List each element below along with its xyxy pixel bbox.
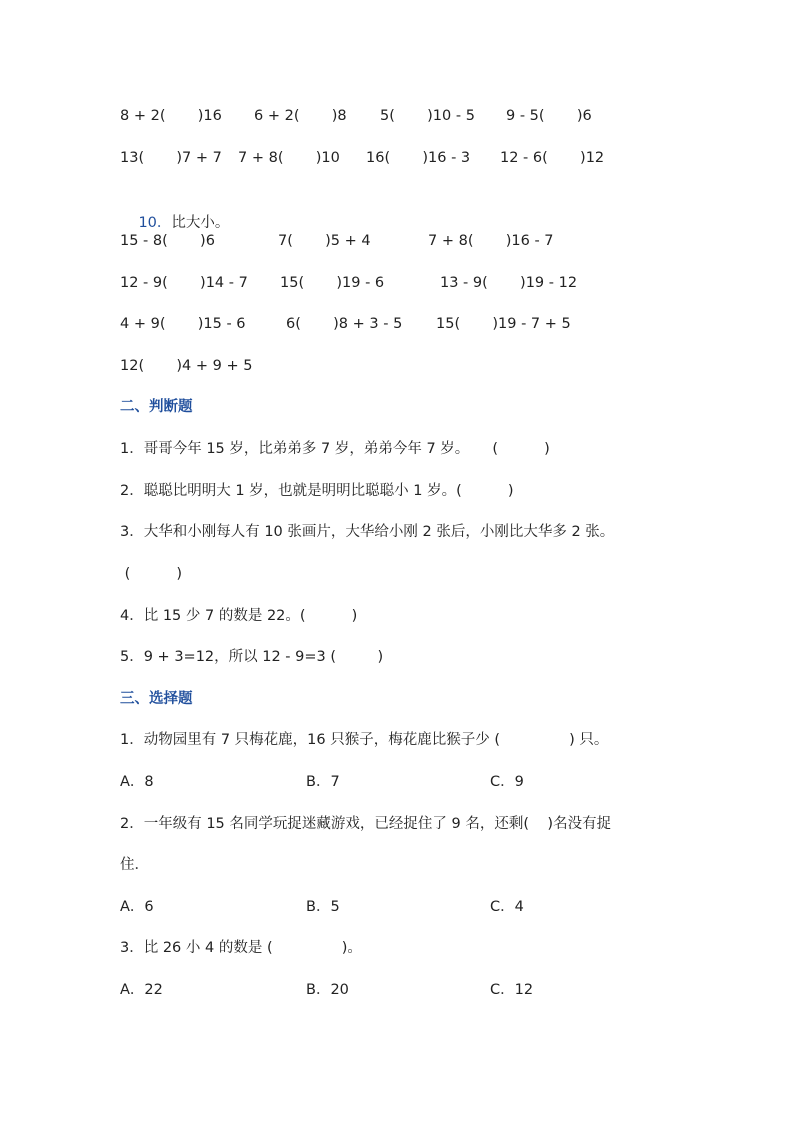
tf-item-1: 1．哥哥今年 15 岁，比弟弟多 7 岁，弟弟今年 7 岁。 ( ) — [120, 441, 550, 457]
tf-item-2: 2．聪聪比明明大 1 岁，也就是明明比聪聪小 1 岁。( ) — [120, 483, 514, 499]
tf-item-5: 5．9 + 3=12，所以 12 - 9=3 ( ) — [120, 649, 384, 665]
compare-item: 7 + 8( )10 — [238, 150, 340, 166]
option-a: A．6 — [120, 899, 154, 915]
mc-question-2-cont: 住． — [120, 857, 149, 873]
compare-item: 9 - 5( )6 — [506, 108, 592, 124]
compare-item: 7 + 8( )16 - 7 — [428, 233, 554, 249]
compare-item: 8 + 2( )16 — [120, 108, 222, 124]
compare-item: 6 + 2( )8 — [254, 108, 347, 124]
option-b: B．5 — [306, 899, 340, 915]
compare-item: 12( )4 + 9 + 5 — [120, 358, 253, 374]
tf-item-3: 3．大华和小刚每人有 10 张画片，大华给小刚 2 张后，小刚比大华多 2 张。 — [120, 524, 615, 540]
compare-item: 4 + 9( )15 - 6 — [120, 316, 246, 332]
compare-row-2 — [120, 146, 605, 170]
option-c: C．12 — [490, 982, 534, 998]
option-a: A．8 — [120, 774, 154, 790]
question-text: 比大小。 — [171, 215, 230, 231]
option-b: B．20 — [306, 982, 349, 998]
q10-row-4 — [120, 354, 253, 378]
tf-item-4: 4．比 15 少 7 的数是 22。( ) — [120, 608, 358, 624]
question-number: 10． — [138, 215, 172, 231]
option-b: B．7 — [306, 774, 340, 790]
section-title-multiple-choice: 三、选择题 — [120, 691, 193, 707]
option-a: A．22 — [120, 982, 163, 998]
compare-item: 15( )19 - 7 + 5 — [436, 316, 571, 332]
q10-row-3 — [120, 312, 571, 336]
compare-item: 13( )7 + 7 — [120, 150, 222, 166]
q10-row-2 — [120, 271, 578, 295]
mc-question-1: 1．动物园里有 7 只梅花鹿，16 只猴子，梅花鹿比猴子少 ( ) 只。 — [120, 732, 609, 748]
compare-item: 12 - 9( )14 - 7 — [120, 275, 248, 291]
section-title-true-false: 二、判断题 — [120, 399, 193, 415]
mc-question-2-options — [120, 895, 524, 919]
compare-item: 13 - 9( )19 - 12 — [440, 275, 578, 291]
tf-item-3-blank: ( ) — [120, 566, 183, 582]
mc-question-3: 3．比 26 小 4 的数是 ( )。 — [120, 940, 362, 956]
option-c: C．9 — [490, 774, 524, 790]
compare-row-1 — [120, 104, 592, 128]
compare-item: 7( )5 + 4 — [278, 233, 371, 249]
compare-item: 15( )19 - 6 — [280, 275, 385, 291]
compare-item: 5( )10 - 5 — [380, 108, 475, 124]
mc-question-2: 2．一年级有 15 名同学玩捉迷藏游戏，已经捉住了 9 名，还剩( )名没有捉 — [120, 816, 612, 832]
compare-item: 6( )8 + 3 - 5 — [286, 316, 403, 332]
q10-row-1 — [120, 229, 554, 253]
compare-item: 16( )16 - 3 — [366, 150, 471, 166]
compare-item: 12 - 6( )12 — [500, 150, 605, 166]
mc-question-3-options — [120, 978, 534, 1002]
question-10 — [120, 187, 230, 231]
compare-item: 15 - 8( )6 — [120, 233, 215, 249]
option-c: C．4 — [490, 899, 524, 915]
mc-question-1-options — [120, 770, 524, 794]
